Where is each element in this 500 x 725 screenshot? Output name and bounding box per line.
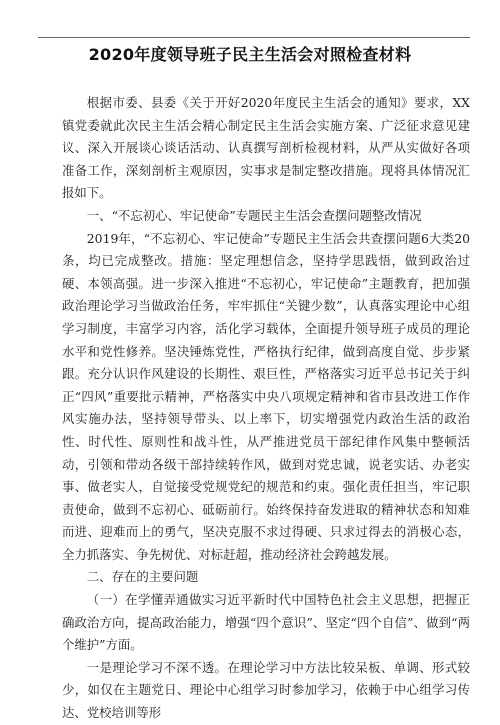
section-2-heading: 二、存在的主要问题 (86, 569, 199, 585)
section-1-heading: 一、“不忘初心、牢记使命”专题民主生活会查摆问题整改情况 (86, 207, 422, 223)
document-title: 2020年度领导班子民主生活会对照检查材料 (88, 45, 412, 64)
section-1-paragraph: 2019年，“不忘初心、牢记使命”专题民主生活会共查摆问题6大类20条，均已完成整改。措施：坚定理想信念，坚持学思践悟，做到政治过硬、本领高强。进一步深入推进“不忘初心，牢记使命”主题教育，把加强政治理论学习当做政治任务，牢牢抓住“关键少数”，认真落实理论中心组学习制度，丰富学习内容，活化学习载体，全面提升领导班子成员的理论水平和党性修养。坚决锤炼党性，严格执行纪律，做到高度自觉、步步紧跟。充分认识作风建设的长期性、艰巨性，严格落实习近平总书记关于纠正“四风”重要批示精神，严格落实中央八项规定精神和省市县改进工作作风实施办法，坚持领导带头、以上率下，切实增强党内政治生活的政治性、时代性、原则性和战斗性，从严推进党员干部纪律作风集中整顿活动，引领和带动各级干部持续转作风，做到对党忠诚，说老实话、办老实事、做老实人，自觉接受党规党纪的规范和约束。强化责任担当，牢记职责使命，做到不忘初心、砥砺前行。始终保持奋发进取的精神状态和知难而进、迎难而上的勇气，坚决克服不求过得硬、只求过得去的消极心态，全力抓落实、争先树优、对标赶超，推动经济社会跨越发展。 (62, 230, 470, 562)
section-2-subheading-1: （一）在学懂弄通做实习近平新时代中国特色社会主义思想，把握正确政治方向，提高政治能力，增强“四个意识”、坚定“四个自信”、做到“两个维护”方面。 (62, 592, 470, 653)
header-rule (38, 37, 470, 38)
document-body (62, 92, 470, 725)
section-2-point-1: 一是理论学习不深不透。在理论学习中方法比较呆板、单调、形式较少，如仅在主题党日、理论中心组学习时参加学习，依赖于中心组学习传达、党校培训等形 (62, 659, 470, 721)
intro-paragraph: 根据市委、县委《关于开好2020年度民主生活会的通知》要求，XX镇党委就此次民主生活会精心制定民主生活会实施方案、广泛征求意见建议、深入开展谈心谈话活动、认真撰写剖析检视材料，从严从实做好各项准备工作，深刻剖析主观原因，实事求是制定整改措施。现将具体情况汇报如下。 (62, 95, 470, 201)
